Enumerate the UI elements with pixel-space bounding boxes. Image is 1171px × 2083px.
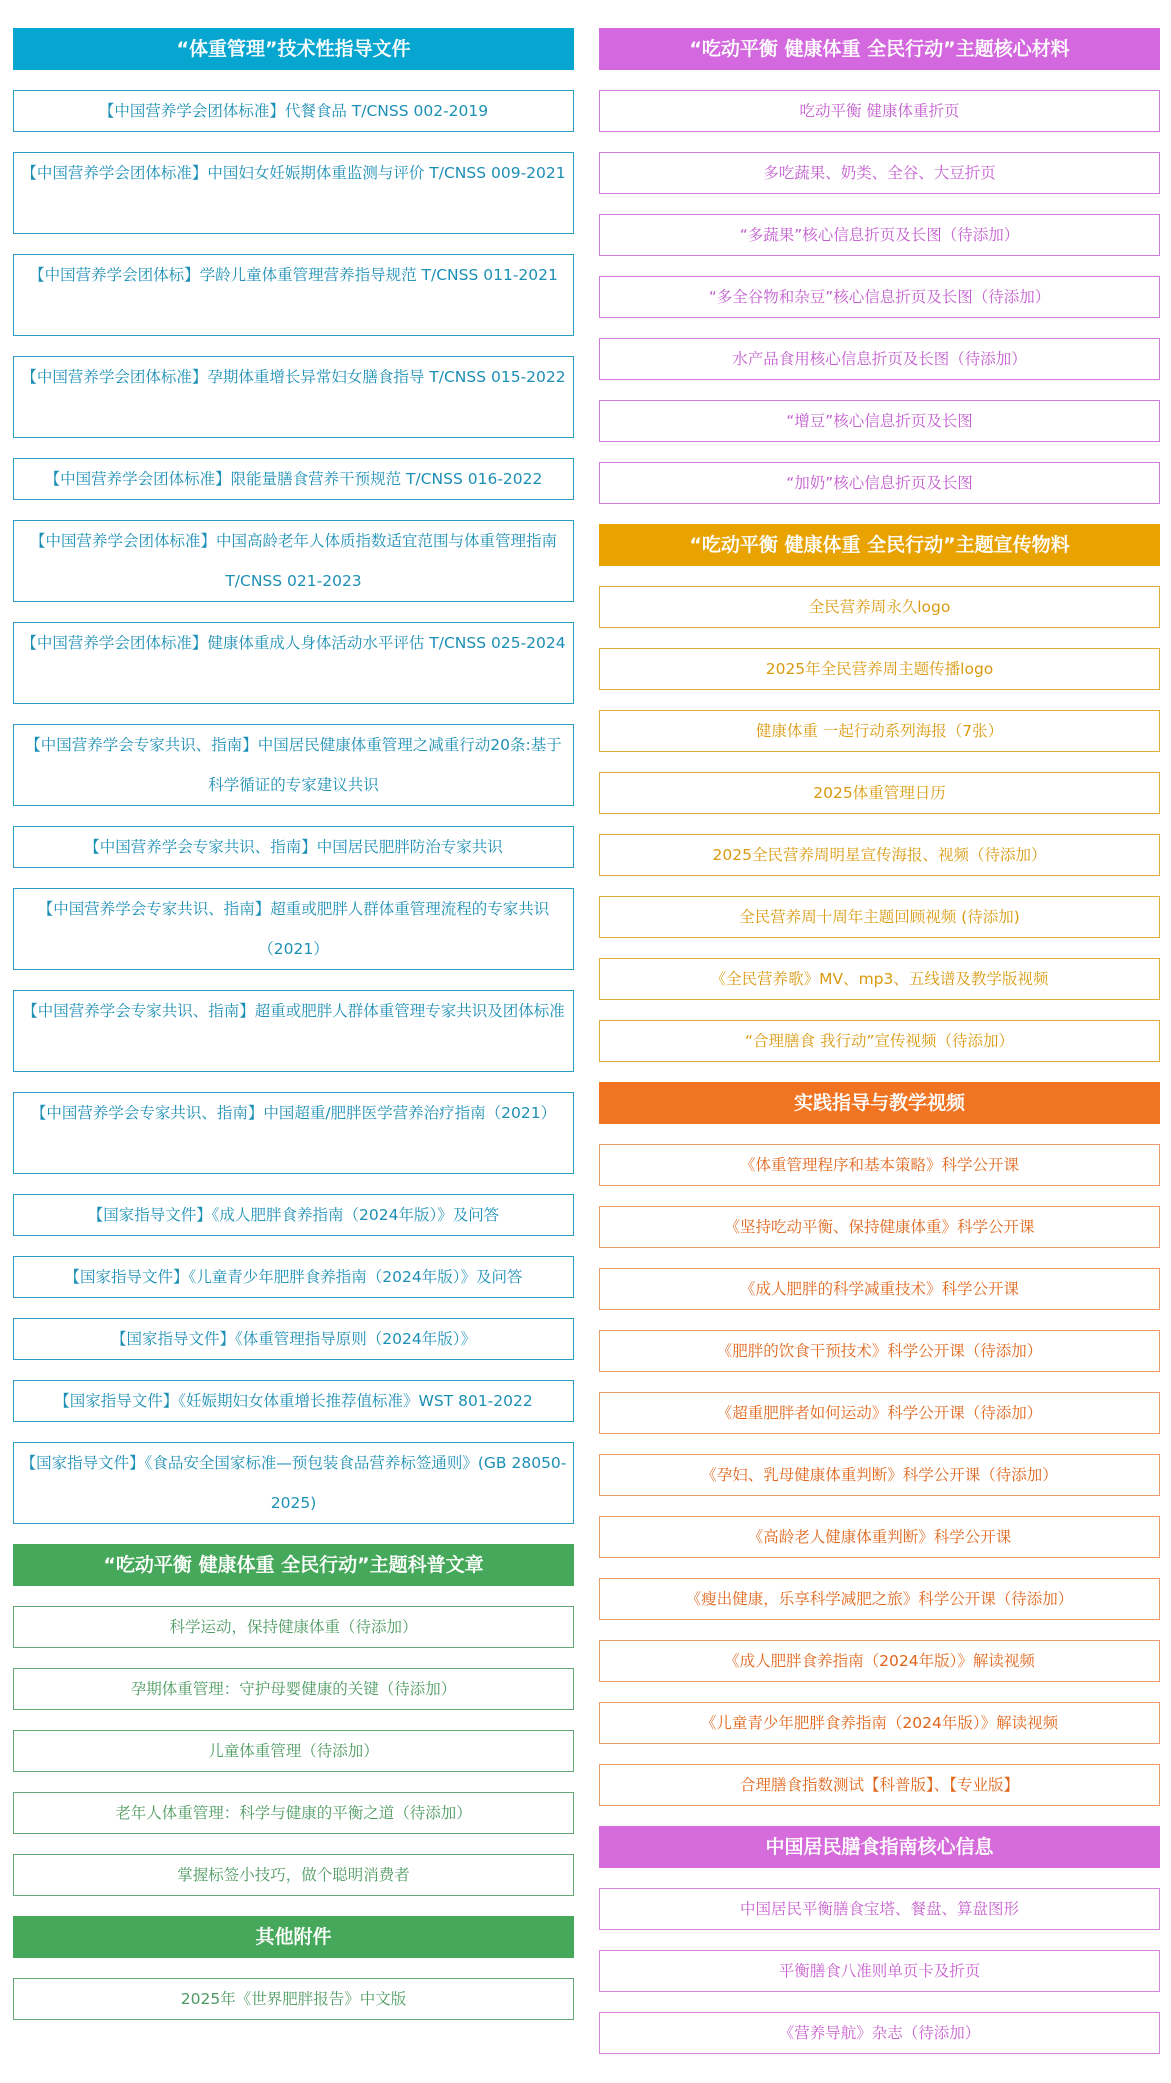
- link-item[interactable]: 科学运动，保持健康体重（待添加）: [13, 1606, 574, 1648]
- section-header-core-materials: “吃动平衡 健康体重 全民行动”主题核心材料: [599, 28, 1160, 70]
- section-dietary-guide: [599, 1826, 1160, 2074]
- link-item[interactable]: 【中国营养学会专家共识、指南】中国居民肥胖防治专家共识: [13, 826, 574, 868]
- link-item[interactable]: 【中国营养学会团体标】学龄儿童体重管理营养指导规范 T/CNSS 011-2021: [13, 254, 574, 336]
- section-header-videos: 实践指导与教学视频: [599, 1082, 1160, 1124]
- link-item[interactable]: 《体重管理程序和基本策略》科学公开课: [599, 1144, 1160, 1186]
- section-core-materials: [599, 28, 1160, 524]
- weight-docs-list: [13, 90, 574, 1544]
- link-item[interactable]: 吃动平衡 健康体重折页: [599, 90, 1160, 132]
- link-item[interactable]: 《超重肥胖者如何运动》科学公开课（待添加）: [599, 1392, 1160, 1434]
- section-other: [13, 1916, 574, 2040]
- link-item[interactable]: “加奶”核心信息折页及长图: [599, 462, 1160, 504]
- link-item[interactable]: 全民营养周十周年主题回顾视频 (待添加): [599, 896, 1160, 938]
- section-promo: [599, 524, 1160, 1082]
- link-item[interactable]: 【中国营养学会团体标准】健康体重成人身体活动水平评估 T/CNSS 025-2024: [13, 622, 574, 704]
- link-item[interactable]: 平衡膳食八准则单页卡及折页: [599, 1950, 1160, 1992]
- link-item[interactable]: 【中国营养学会专家共识、指南】超重或肥胖人群体重管理专家共识及团体标准: [13, 990, 574, 1072]
- link-item[interactable]: “多全谷物和杂豆”核心信息折页及长图（待添加）: [599, 276, 1160, 318]
- left-column: [13, 28, 574, 2040]
- link-item[interactable]: 【中国营养学会专家共识、指南】中国居民健康体重管理之减重行动20条:基于科学循证的专家建议共识: [13, 724, 574, 806]
- link-item[interactable]: 老年人体重管理：科学与健康的平衡之道（待添加）: [13, 1792, 574, 1834]
- link-item[interactable]: 《成人肥胖食养指南（2024年版）》解读视频: [599, 1640, 1160, 1682]
- link-item[interactable]: “多蔬果”核心信息折页及长图（待添加）: [599, 214, 1160, 256]
- link-item[interactable]: 《儿童青少年肥胖食养指南（2024年版）》解读视频: [599, 1702, 1160, 1744]
- link-item[interactable]: 中国居民平衡膳食宝塔、餐盘、算盘图形: [599, 1888, 1160, 1930]
- link-item[interactable]: “合理膳食 我行动”宣传视频（待添加）: [599, 1020, 1160, 1062]
- videos-list: [599, 1144, 1160, 1826]
- link-item[interactable]: 【国家指导文件】《体重管理指导原则（2024年版）》: [13, 1318, 574, 1360]
- link-item[interactable]: 【国家指导文件】《成人肥胖食养指南（2024年版）》及问答: [13, 1194, 574, 1236]
- link-item[interactable]: 《营养导航》杂志（待添加）: [599, 2012, 1160, 2054]
- link-item[interactable]: 《肥胖的饮食干预技术》科学公开课（待添加）: [599, 1330, 1160, 1372]
- section-weight-docs: [13, 28, 574, 1544]
- other-list: [13, 1978, 574, 2040]
- section-header-weight-docs: “体重管理”技术性指导文件: [13, 28, 574, 70]
- section-videos: [599, 1082, 1160, 1826]
- link-item[interactable]: 儿童体重管理（待添加）: [13, 1730, 574, 1772]
- link-item[interactable]: 掌握标签小技巧，做个聪明消费者: [13, 1854, 574, 1896]
- link-item[interactable]: 【中国营养学会团体标准】孕期体重增长异常妇女膳食指导 T/CNSS 015-2022: [13, 356, 574, 438]
- link-item[interactable]: 2025体重管理日历: [599, 772, 1160, 814]
- section-header-promo: “吃动平衡 健康体重 全民行动”主题宣传物料: [599, 524, 1160, 566]
- link-item[interactable]: 【国家指导文件】《妊娠期妇女体重增长推荐值标准》WST 801-2022: [13, 1380, 574, 1422]
- link-item[interactable]: 合理膳食指数测试【科普版】、【专业版】: [599, 1764, 1160, 1806]
- section-header-dietary-guide: 中国居民膳食指南核心信息: [599, 1826, 1160, 1868]
- right-column: [599, 28, 1160, 2074]
- link-item[interactable]: 《坚持吃动平衡、保持健康体重》科学公开课: [599, 1206, 1160, 1248]
- dietary-guide-list: [599, 1888, 1160, 2074]
- link-item[interactable]: 【国家指导文件】《儿童青少年肥胖食养指南（2024年版）》及问答: [13, 1256, 574, 1298]
- link-item[interactable]: 【中国营养学会专家共识、指南】中国超重/肥胖医学营养治疗指南（2021）: [13, 1092, 574, 1174]
- link-item[interactable]: 《成人肥胖的科学减重技术》科学公开课: [599, 1268, 1160, 1310]
- science-articles-list: [13, 1606, 574, 1916]
- link-item[interactable]: 《孕妇、乳母健康体重判断》科学公开课（待添加）: [599, 1454, 1160, 1496]
- link-item[interactable]: 【中国营养学会专家共识、指南】超重或肥胖人群体重管理流程的专家共识（2021）: [13, 888, 574, 970]
- link-item[interactable]: 【中国营养学会团体标准】中国高龄老年人体质指数适宜范围与体重管理指南 T/CNSS 021-2023: [13, 520, 574, 602]
- link-item[interactable]: 全民营养周永久logo: [599, 586, 1160, 628]
- link-item[interactable]: “增豆”核心信息折页及长图: [599, 400, 1160, 442]
- core-materials-list: [599, 90, 1160, 524]
- link-item[interactable]: 【中国营养学会团体标准】中国妇女妊娠期体重监测与评价 T/CNSS 009-2021: [13, 152, 574, 234]
- link-item[interactable]: 多吃蔬果、奶类、全谷、大豆折页: [599, 152, 1160, 194]
- link-item[interactable]: 2025全民营养周明星宣传海报、视频（待添加）: [599, 834, 1160, 876]
- section-science-articles: [13, 1544, 574, 1916]
- section-header-science-articles: “吃动平衡 健康体重 全民行动”主题科普文章: [13, 1544, 574, 1586]
- link-item[interactable]: 【国家指导文件】《食品安全国家标准—预包装食品营养标签通则》(GB 28050-2025): [13, 1442, 574, 1524]
- link-item[interactable]: 《全民营养歌》MV、mp3、五线谱及教学版视频: [599, 958, 1160, 1000]
- link-item[interactable]: 健康体重 一起行动系列海报（7张）: [599, 710, 1160, 752]
- section-header-other: 其他附件: [13, 1916, 574, 1958]
- link-item[interactable]: 【中国营养学会团体标准】代餐食品 T/CNSS 002-2019: [13, 90, 574, 132]
- link-item[interactable]: 《高龄老人健康体重判断》科学公开课: [599, 1516, 1160, 1558]
- link-item[interactable]: 【中国营养学会团体标准】限能量膳食营养干预规范 T/CNSS 016-2022: [13, 458, 574, 500]
- link-item[interactable]: 2025年《世界肥胖报告》中文版: [13, 1978, 574, 2020]
- link-item[interactable]: 孕期体重管理：守护母婴健康的关键（待添加）: [13, 1668, 574, 1710]
- promo-list: [599, 586, 1160, 1082]
- link-item[interactable]: 2025年全民营养周主题传播logo: [599, 648, 1160, 690]
- link-item[interactable]: 《瘦出健康，乐享科学减肥之旅》科学公开课（待添加）: [599, 1578, 1160, 1620]
- link-item[interactable]: 水产品食用核心信息折页及长图（待添加）: [599, 338, 1160, 380]
